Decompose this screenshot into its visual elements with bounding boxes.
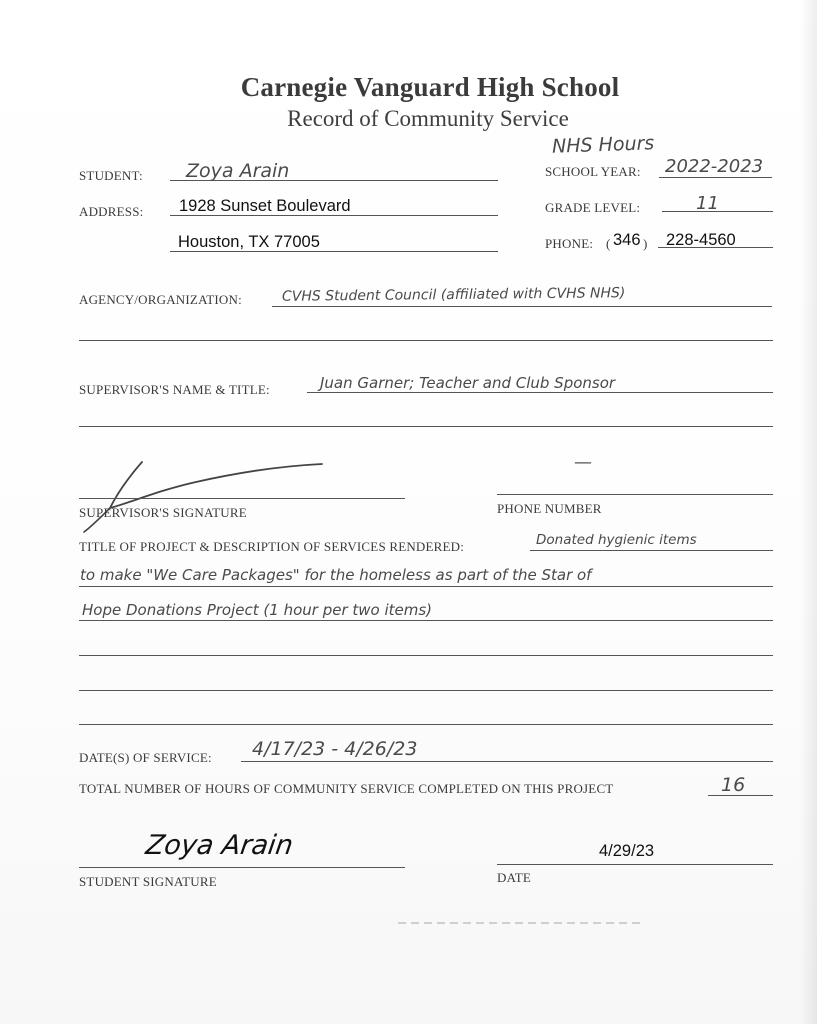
phone-number-value[interactable]: 228-4560 <box>666 231 736 249</box>
grade-level-value[interactable]: 11 <box>696 193 719 214</box>
project-line-6 <box>79 724 773 725</box>
phone-open-paren: ( <box>606 236 611 251</box>
supervisor-signature-label: SUPERVISOR'S SIGNATURE <box>79 505 247 520</box>
total-hours-value[interactable]: 16 <box>721 774 746 796</box>
project-label: TITLE OF PROJECT & DESCRIPTION OF SERVICES RENDERED: <box>79 539 465 554</box>
student-signature-line <box>79 867 405 868</box>
supervisor-name-label: SUPERVISOR'S NAME & TITLE: <box>79 382 270 397</box>
page-edge-shadow <box>799 0 817 1024</box>
project-line-1 <box>530 550 773 551</box>
project-line2-value[interactable]: to make "We Care Packages" for the homeless as part of the Star of <box>80 566 592 584</box>
dates-of-service-value[interactable]: 4/17/23 - 4/26/23 <box>252 738 418 760</box>
dates-label: DATE(S) OF SERVICE: <box>79 750 212 765</box>
supervisor-signature-line <box>79 498 405 499</box>
address-label: ADDRESS: <box>79 204 144 219</box>
phone-label: PHONE: <box>545 236 594 251</box>
total-hours-label: TOTAL NUMBER OF HOURS OF COMMUNITY SERVICE COMPLETED ON THIS PROJECT <box>79 781 614 796</box>
signed-date-value[interactable]: 4/29/23 <box>599 842 655 860</box>
supervisor-name-line <box>307 392 773 393</box>
grade-level-label: GRADE LEVEL: <box>545 200 641 215</box>
school-year-value[interactable]: 2022-2023 <box>665 156 764 177</box>
agency-line-2 <box>79 340 773 341</box>
agency-value[interactable]: CVHS Student Council (affiliated with CVHS NHS) <box>281 285 626 305</box>
supervisor-phone-value[interactable]: — <box>574 452 592 473</box>
project-line1-value[interactable]: Donated hygienic items <box>536 532 697 548</box>
project-line-4 <box>79 655 773 656</box>
phone-close-paren: ) <box>643 236 648 251</box>
phone-number-label: PHONE NUMBER <box>497 501 602 516</box>
student-label: STUDENT: <box>79 168 143 183</box>
project-line-2 <box>79 586 773 587</box>
project-line-3 <box>79 620 773 621</box>
address-line1-value[interactable]: 1928 Sunset Boulevard <box>179 197 351 215</box>
school-name: Carnegie Vanguard High School <box>240 72 620 102</box>
supervisor-line-2 <box>79 426 773 427</box>
student-signature-label: STUDENT SIGNATURE <box>79 874 217 889</box>
school-year-label: SCHOOL YEAR: <box>545 164 641 179</box>
dates-line <box>241 761 773 762</box>
phone-area-value[interactable]: 346 <box>613 231 641 249</box>
form-title: Record of Community Service <box>287 106 569 131</box>
project-line3-value[interactable]: Hope Donations Project (1 hour per two items) <box>82 601 433 619</box>
nhs-hours-note: NHS Hours <box>551 132 655 158</box>
address-line2-value[interactable]: Houston, TX 77005 <box>178 233 320 251</box>
date-label: DATE <box>497 870 532 885</box>
student-signature-value[interactable]: Zoya Arain <box>143 830 296 861</box>
school-year-line <box>659 177 772 178</box>
agency-line-1 <box>272 306 772 307</box>
date-line <box>497 864 773 865</box>
supervisor-name-value[interactable]: Juan Garner; Teacher and Club Sponsor <box>320 374 616 392</box>
phone-number-line <box>497 494 773 495</box>
agency-label: AGENCY/ORGANIZATION: <box>79 292 242 307</box>
project-line-5 <box>79 690 773 691</box>
student-name-value[interactable]: Zoya Arain <box>186 160 290 182</box>
